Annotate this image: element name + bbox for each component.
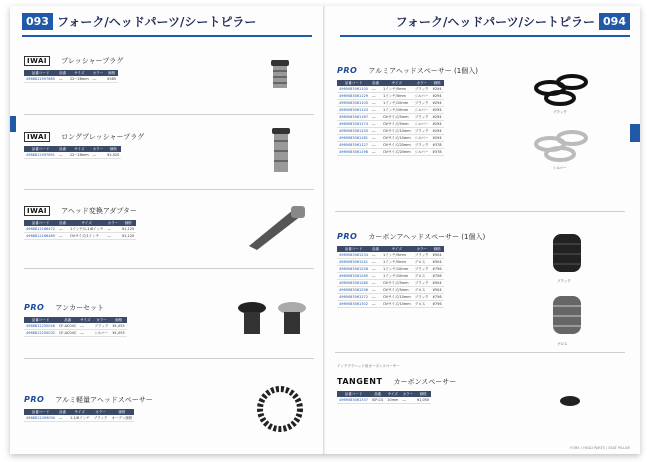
section-divider	[24, 268, 314, 269]
product-name: ロングプレッシャープラグ	[61, 133, 145, 141]
spec-table: 品番コード 品番 サイズ カラー 価格 4969083061105 ― 1インチ/5mm ブラック ¥294 4969083061129 ― 1インチ/5mm シルバー ¥294 4969083061105 ― 1インチ/10mm ブラック ¥294 4969083061143 ― 1インチ/10mm シルバー ¥294 4969083061167 ― OVサイズ/5mm ブラック ¥294 4969083061174 ― OVサイズ/5mm シルバー ¥294 4969083061150 ― OVサイズ/10mm ブラック ¥294 4969083061181 ― OVサイズ/10mm シルバー ¥294 4969083061127 ― OVサイズ/20mm ブラック ¥378 4969083061198 ― OVサイズ/20mm シルバー ¥378	[339, 80, 442, 154]
caption-black: ブラック	[553, 110, 567, 114]
light-spacer-image	[255, 384, 305, 434]
table-row: 4969083061129 ― 1インチ/5mm シルバー ¥294	[339, 93, 442, 98]
table-row: 4969083061143 ― 1インチ/10mm シルバー ¥294	[339, 107, 442, 112]
brand-logo: PRO	[24, 395, 45, 404]
spec-table: 品番コード 品番 サイズ カラー 価格 4968812250046 CF-AC04C ― ブラック ¥1,055 4968812250032 CF-AC04C ― シルバー ¥1,055	[26, 317, 125, 335]
table-row: 4969083061265 ― 1インチ/10mm グロス ¥756	[339, 273, 442, 278]
brand-iwai: IWAI	[24, 132, 50, 142]
table-row: 4969083061181 ― OVサイズ/10mm シルバー ¥294	[339, 135, 442, 140]
brand-iwai: IWAI	[24, 56, 50, 66]
aluminum-spacer-silver-image	[530, 124, 600, 164]
spec-table: 品番コード 品番 サイズ カラー 価格 4969083061234 ― 1インチ/5mm ブラック ¥504 4969083061241 ― 1インチ/5mm グロス ¥504 4969083061258 ― 1インチ/10mm ブラック ¥756 4969083061265 ― 1インチ/10mm グロス ¥756 4969083061280 ― OVサイズ/5mm ブラック ¥504 4969083061296 ― OVサイズ/5mm グロス ¥504 4969083061272 ― OVサイズ/10mm ブラック ¥756 4969083061302 ― OVサイズ/10mm グロス ¥756	[339, 246, 442, 306]
table-row: 4968812597691 ― 22~28mm ― ¥2,520	[26, 153, 120, 157]
product-name: アンカーセット	[55, 304, 105, 312]
left-header-rule	[22, 35, 312, 37]
section-divider	[335, 211, 625, 212]
table-row: 4969083061167 ― OVサイズ/5mm ブラック ¥294	[339, 114, 442, 119]
spec-table: 品番コード 品番 サイズ カラー 価格 4969083061337 ISP-CS 10mm ― ¥1,050	[339, 391, 430, 402]
left-index-tab	[10, 116, 16, 132]
brand-logo: PRO	[337, 66, 358, 75]
table-row: 4969083061296 ― OVサイズ/5mm グロス ¥504	[339, 287, 442, 292]
table-row: 4969083061280 ― OVサイズ/5mm ブラック ¥504	[339, 280, 442, 285]
carbon-spacer-gloss-image	[545, 290, 590, 340]
section-divider	[24, 189, 314, 190]
catalog-spread	[10, 6, 640, 454]
brand-logo: PRO	[24, 303, 45, 312]
right-page-number: 094	[599, 13, 630, 30]
product-name: カーボンスペーサー	[393, 378, 457, 386]
right-page-header	[392, 13, 630, 35]
table-row: 4969083061127 ― OVサイズ/20mm ブラック ¥378	[339, 142, 442, 147]
aluminum-spacer-black-image	[530, 68, 600, 108]
ahead-adapter-image	[245, 202, 310, 252]
caption-silver: シルバー	[553, 166, 567, 170]
section-divider	[24, 114, 314, 115]
right-page-title: フォーク/ヘッドパーツ/シートピラー	[395, 15, 596, 29]
table-row: 4969083061258 ― 1インチ/10mm ブラック ¥756	[339, 266, 442, 271]
table-row: 4969083061234 ― 1インチ/5mm ブラック ¥504	[339, 252, 442, 257]
section-divider	[24, 358, 314, 359]
product-name: カーボンアヘッドスペーサー (1個入)	[368, 233, 486, 241]
product-name: アルミ軽量アヘッドスペーサー	[55, 396, 153, 404]
long-pressure-plug-image	[268, 126, 294, 176]
table-row: 4968812250032 CF-AC04C ― シルバー ¥1,055	[26, 330, 125, 335]
left-page-header	[22, 13, 260, 35]
spec-table: 品番コード 品番 サイズ カラー 価格 4968812409090 ― 1-1/8インチ ブラック オープン価格	[26, 409, 133, 420]
brand-logo: PRO	[337, 232, 358, 241]
spec-table: 品番コード 品番 サイズ カラー 価格 4968812597685 ― 22~28mm ― ¥385	[26, 70, 117, 81]
table-row: 4968812166472 ― 1インチ/1-1/8インチ ― ¥1,120	[26, 226, 135, 231]
anchor-set-image	[234, 298, 314, 340]
section-lead: インテグラヘッド用カーボンスペーサー	[337, 364, 400, 368]
product-aluminum-spacer	[337, 58, 537, 156]
right-index-tab	[630, 124, 640, 142]
pressure-plug-image	[265, 56, 295, 94]
product-carbon-spacer	[337, 224, 537, 308]
product-carbon-spacer-2	[337, 362, 537, 404]
right-header-rule	[340, 35, 630, 37]
spec-table: 品番コード 品番 サイズ カラー 価格 4968812166472 ― 1インチ/1-1/8インチ ― ¥1,120 4968812166489 ― OVサイズ/1インチ ― ¥1,120	[26, 220, 135, 238]
caption-gloss: グロス	[557, 342, 568, 346]
brand-iwai: IWAI	[24, 206, 50, 216]
table-row: 4969083061105 ― 1インチ/10mm ブラック ¥294	[339, 100, 442, 105]
table-row: 4969083061150 ― OVサイズ/10mm ブラック ¥294	[339, 128, 442, 133]
page-footer: FORK / HEAD PARTS / SEAT PILLAR	[570, 446, 630, 450]
table-row: 4968812166489 ― OVサイズ/1インチ ― ¥1,120	[26, 233, 135, 238]
table-row: 4969083061174 ― OVサイズ/5mm シルバー ¥294	[339, 121, 442, 126]
spec-table: 品番コード 品番 サイズ カラー 価格 4968812597691 ― 22~28mm ― ¥2,520	[26, 146, 120, 157]
table-row: 4969083061302 ― OVサイズ/10mm グロス ¥756	[339, 301, 442, 306]
brand-logo: TANGENT	[337, 377, 383, 386]
table-row: 4969083061337 ISP-CS 10mm ― ¥1,050	[339, 398, 430, 402]
table-row: 4968812250046 CF-AC04C ― ブラック ¥1,055	[26, 323, 125, 328]
table-row: 4969083061105 ― 1インチ/5mm ブラック ¥294	[339, 86, 442, 91]
table-row: 4969083061198 ― OVサイズ/20mm シルバー ¥378	[339, 149, 442, 154]
left-page-number: 093	[22, 13, 53, 30]
right-page	[325, 6, 640, 454]
left-page-title: フォーク/ヘッドパーツ/シートピラー	[56, 15, 257, 29]
product-name: プレッシャープラグ	[61, 57, 124, 65]
caption-black: ブラック	[557, 279, 571, 283]
section-divider	[335, 352, 625, 353]
table-row: 4968812409090 ― 1-1/8インチ ブラック オープン価格	[26, 415, 133, 420]
table-row: 4969083061272 ― OVサイズ/10mm ブラック ¥756	[339, 294, 442, 299]
carbon-spacer-black-image	[545, 228, 590, 278]
carbon-spacer-2-image	[555, 386, 585, 416]
product-name: アルミアヘッドスペーサー (1個入)	[368, 67, 478, 75]
left-page	[10, 6, 325, 454]
table-row: 4969083061241 ― 1インチ/5mm グロス ¥504	[339, 259, 442, 264]
table-row: 4968812597685 ― 22~28mm ― ¥385	[26, 77, 117, 81]
product-name: アヘッド変換アダプター	[61, 207, 137, 215]
